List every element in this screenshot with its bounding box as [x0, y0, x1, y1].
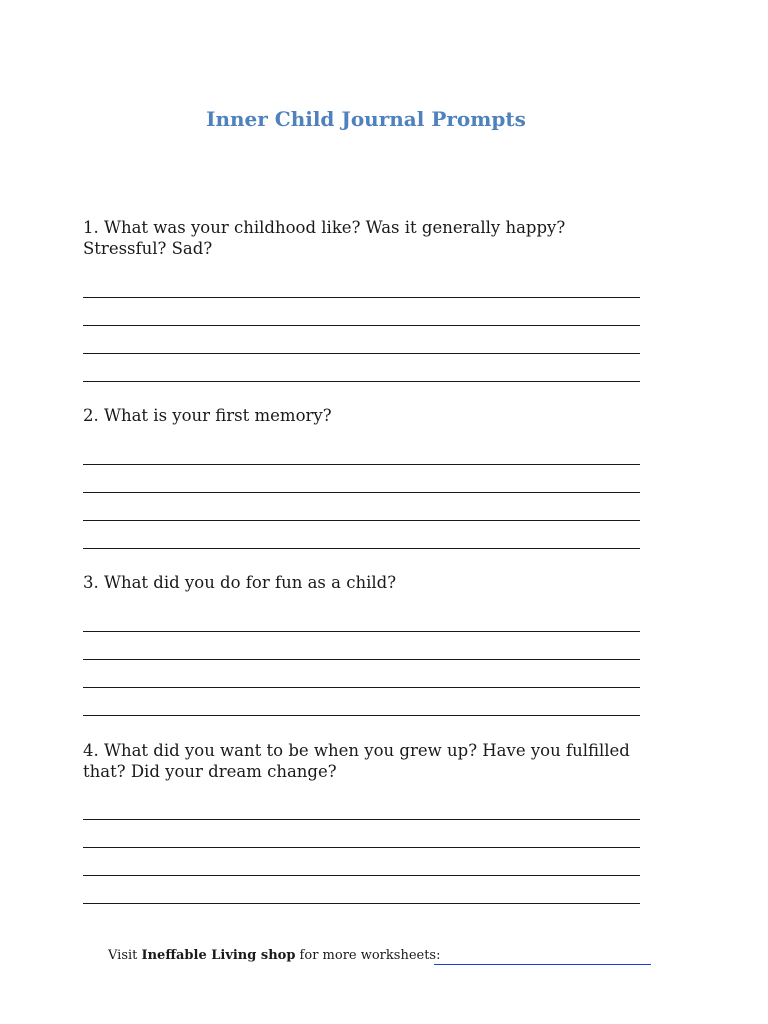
footer-suffix: for more worksheets:	[295, 948, 441, 963]
answer-line[interactable]	[83, 520, 640, 521]
prompt-4: 4. What did you want to be when you grew up? Have you fulfilled that? Did your dream change?	[83, 741, 630, 781]
answer-line[interactable]	[83, 492, 640, 493]
prompt-1: 1. What was your childhood like? Was it generally happy? Stressful? Sad?	[83, 218, 566, 258]
footer-prefix: Visit	[108, 948, 142, 963]
answer-line[interactable]	[83, 464, 640, 465]
answer-line[interactable]	[83, 715, 640, 716]
answer-line[interactable]	[83, 548, 640, 549]
footer-text	[108, 948, 441, 963]
worksheets-link[interactable]	[434, 964, 651, 965]
page-title: Inner Child Journal Prompts	[206, 107, 526, 131]
prompt-2: 2. What is your first memory?	[83, 406, 332, 425]
answer-line[interactable]	[83, 875, 640, 876]
answer-line[interactable]	[83, 687, 640, 688]
shop-name: Ineffable Living shop	[141, 948, 296, 963]
answer-line[interactable]	[83, 353, 640, 354]
answer-line[interactable]	[83, 325, 640, 326]
answer-line[interactable]	[83, 659, 640, 660]
prompt-3: 3. What did you do for fun as a child?	[83, 573, 397, 592]
answer-line[interactable]	[83, 819, 640, 820]
answer-line[interactable]	[83, 903, 640, 904]
answer-line[interactable]	[83, 847, 640, 848]
answer-line[interactable]	[83, 297, 640, 298]
answer-line[interactable]	[83, 631, 640, 632]
answer-line[interactable]	[83, 381, 640, 382]
